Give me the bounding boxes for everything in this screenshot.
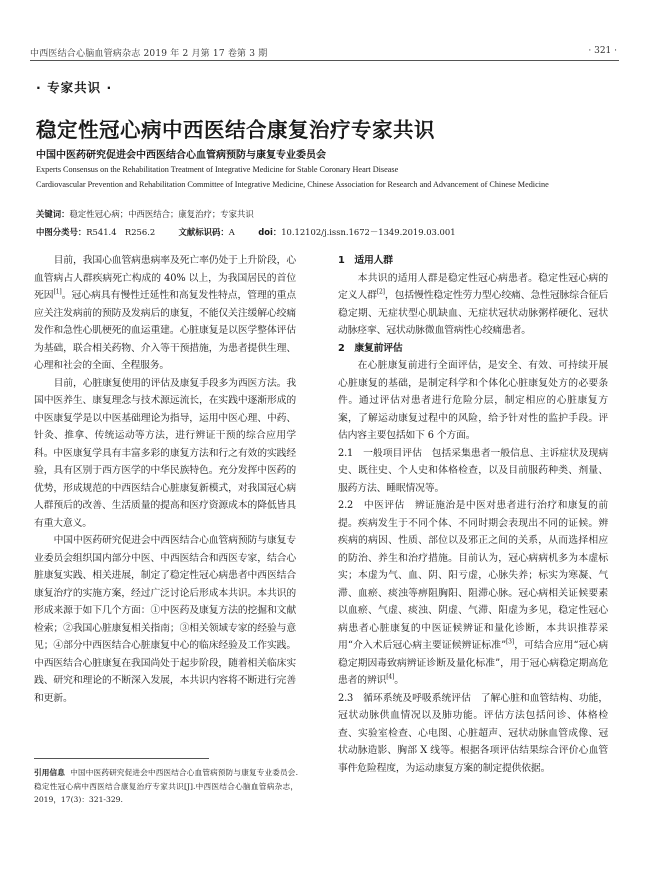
text-run: 本共识的适用人群是稳定性冠心病患者。稳定性冠心病的定义人群 xyxy=(338,272,608,301)
keywords-value: 稳定性冠心病；中西医结合；康复治疗；专家共识 xyxy=(69,209,254,219)
header-rule xyxy=(30,60,619,61)
right-column xyxy=(338,252,608,777)
keywords-line xyxy=(36,208,254,220)
section-heading: 1 适用人群 xyxy=(338,255,393,266)
reference-marker[interactable]: [2] xyxy=(376,288,385,296)
keywords-label: 关键词： xyxy=(36,209,70,219)
english-title: Experts Consensus on the Rehabilitation Treatment of Integrative Medicine for Stable Coronary Heart Disease xyxy=(36,165,399,174)
citation-text: 中国中医药研究促进会中西医结合心血管病预防与康复专业委员会.稳定性冠心病中西医结合康复治疗专家共识[J].中西医结合心脑血管病杂志，2019，17(3)：321-329. xyxy=(34,768,298,804)
running-head: 中西医结合心脑血管病杂志 2019 年 2 月第 17 卷第 3 期 xyxy=(30,49,268,59)
paragraph xyxy=(34,252,296,375)
section-heading: 2 康复前评估 xyxy=(338,342,403,354)
paragraph xyxy=(338,270,608,340)
english-author: Cardiovascular Prevention and Rehabilitation Committee of Integrative Medicine, Chinese Association for Research and Advancement of Chinese Medicine xyxy=(36,179,549,189)
reference-marker[interactable]: [1] xyxy=(53,288,62,296)
column-tag: · 专家共识 · xyxy=(36,80,113,95)
citation-footnote xyxy=(34,766,298,807)
clc-value: R541.4 R256.2 xyxy=(86,227,156,237)
reference-marker[interactable]: [3] xyxy=(505,638,515,646)
paragraph: 中国中医药研究促进会中西医结合心血管病预防与康复专业委员会组织国内部分中医、中西医结合和西医专家，结合心脏康复实践、相关进展，制定了稳定性冠心病患者中西医结合康复治疗的实施方案，经过广泛讨论后形成本共识。本共识的形成来源于如下几个方面：①中医药及康复方法的挖掘和文献检索；②我国心脏康复相关指南；③相关领域专家的经验与意见；④部分中西医结合心脏康复中心的临床经验及工作实践。中西医结合心脏康复在我国尚处于起步阶段，随着相关临床实践、研究和理论的不断深入发展，本共识内容将不断进行完善和更新。 xyxy=(34,535,296,704)
paragraph: 在心脏康复前进行全面评估，是安全、有效、可持续开展心脏康复的基础，是制定科学和个体化心脏康复处方的必要条件。通过评估对患者进行危险分层，制定相应的心脏康复方案，了解运动康复过程中的风险，给予针对性的监护手段。评估内容主要包括如下 6 个方面。 xyxy=(338,360,608,441)
text-run: 。 xyxy=(394,675,404,686)
author-line: 中国中医药研究促进会中西医结合心血管病预防与康复专业委员会 xyxy=(36,150,326,161)
text-run: ，可结合应用“冠心病稳定期因毒致病辨证诊断及量化标准”，用于冠心病稳定期高危患者的辨识 xyxy=(338,640,608,686)
left-column xyxy=(34,252,296,707)
footnote-rule xyxy=(34,758,209,759)
text-run: ，包括慢性稳定性劳力型心绞痛、急性冠脉综合征后稳定期、无症状型心肌缺血、无症状冠状动脉粥样硬化、冠状动脉痉挛、冠状动脉微血管病性心绞痛患者。 xyxy=(338,290,608,336)
citation-label: 引用信息 xyxy=(34,768,66,777)
text-run: 2.2 中医评估 辨证施治是中医对患者进行治疗和康复的前提。疾病发生于不同个体、不同时期会表现出不同的证候。辨疾病的病因、性质、部位以及邪正之间的关系，从而选择相应的防治、养生和治疗措施。目前认为，冠心病病机多为本虚标实；本虚为气、血、阴、阳亏虚，心脉失养；标实为寒凝、气滞、血瘀、痰浊等痹阻胸阳、阻滞心脉。冠心病相关证候要素以血瘀、气虚、痰浊、阴虚、气滞、阳虚为多见，稳定性冠心病患者心脏康复的中医证候辨证和量化诊断，本共识推荐采用“介入术后冠心病主要证候辨证标准” xyxy=(338,500,608,651)
clc-label: 中图分类号： xyxy=(36,227,87,237)
english-title-block xyxy=(36,163,621,192)
classification-line xyxy=(36,226,456,238)
page-number: · 321 · xyxy=(588,46,617,56)
doi-label: doi： xyxy=(258,227,282,237)
doc-code-label: 文献标识码： xyxy=(178,227,229,237)
paragraph: 2.1 一般项目评估 包括采集患者一般信息、主诉症状及现病史、既往史、个人史和体格检查，以及目前服药种类、剂量、服药方法、睡眠情况等。 xyxy=(338,447,608,494)
doc-code-value: A xyxy=(228,227,235,237)
text-run: 目前，我国心血管病患病率及死亡率仍处于上升阶段，心血管病占人群疾病死亡构成的 40% 以上，为我国居民的首位死因 xyxy=(34,255,296,301)
paragraph xyxy=(338,497,608,690)
paragraph: 目前，心脏康复使用的评估及康复手段多为西医方法。我国中医养生、康复理念与技术源远流长，在实践中逐渐形成的中医康复学是以中医基础理论为指导，运用中医心理、中药、针灸、推拿、传统运动等方法，进行辨证干预的综合应用学科。中医康复学具有丰富多彩的康复方法和行之有效的实践经验，具有区别于西方医学的中华民族特色。充分发挥中医药的优势，形成规范的中西医结合心脏康复新模式，对我国冠心病人群预后的改善、生活质量的提高和医疗资源成本的降低皆具有重大意义。 xyxy=(34,377,296,529)
reference-marker[interactable]: [4] xyxy=(386,673,395,681)
paragraph: 2.3 循环系统及呼吸系统评估 了解心脏和血管结构、功能，冠状动脉供血情况以及肺功能。评估方法包括问诊、体格检查、实验室检查、心电图、心脏超声、冠状动脉血管成像、冠状动脉造影、胸部 X 线等。根据各项评估结果综合评价心血管事件危险程度，为运动康复方案的制定提供依据。 xyxy=(338,692,608,774)
text-run: 。冠心病具有慢性迁延性和高复发性特点，管理的重点应关注发病前的预防及发病后的康复，不能仅关注缓解心绞痛发作和急性心肌梗死的血运重建。心脏康复是以医学整体评估为基础，联合相关药物、介入等干预措施，为患者提供生理、心理和社会的全面、全程服务。 xyxy=(34,290,297,371)
article-title: 稳定性冠心病中西医结合康复治疗专家共识 xyxy=(36,118,435,142)
doi-value: 10.12102/j.issn.1672－1349.2019.03.001 xyxy=(281,227,456,237)
